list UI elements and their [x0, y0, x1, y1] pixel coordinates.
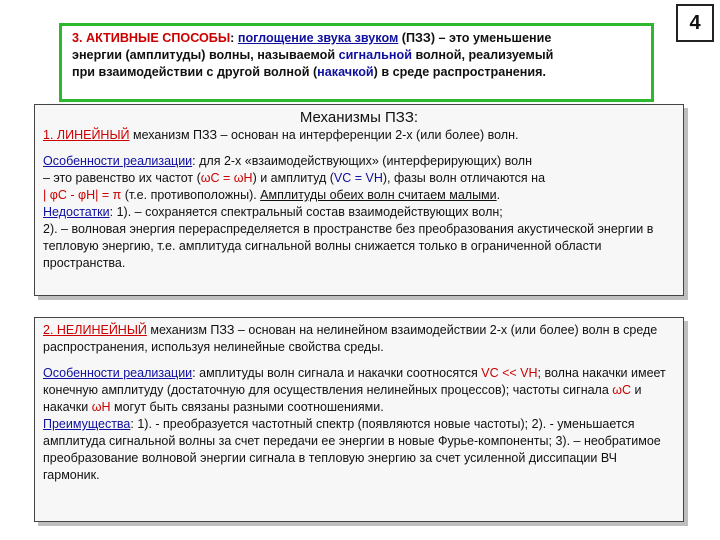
linear-features-text2b: ) и амплитуд (	[252, 171, 334, 185]
title-signal-word: сигнальной	[338, 48, 412, 62]
nonlinear-mechanism-box	[34, 317, 684, 522]
drawback-2: 2). – волновая энергия перераспределяется в пространстве без преобразования акустической энергии в тепловую энергию, т.е. амплитуда сигнальной волны снижается только в ограниченной области пространства.	[43, 222, 654, 270]
advantages-label: Преимущества	[43, 417, 131, 431]
title-topic: поглощение звука звуком	[237, 31, 399, 45]
vh-symbol: VH	[520, 366, 538, 380]
linear-features-text2a: – это равенство их частот (	[43, 171, 201, 185]
small-amplitudes: Амплитуды обеих волн считаем малыми	[260, 188, 497, 202]
nonlinear-mechanism-line	[43, 322, 675, 356]
linear-mechanism-line	[43, 127, 675, 144]
vc-relation: VC <<	[481, 366, 517, 380]
linear-dot: .	[496, 188, 501, 202]
title-line2b: волной, реализуемый	[411, 48, 554, 62]
title-abbr: (ПЗЗ) – это уменьшение	[398, 31, 552, 45]
phase-expression: | φC - φH| = π	[43, 188, 122, 202]
nonlinear-features-label: Особенности реализации	[43, 366, 193, 380]
linear-features	[43, 153, 675, 272]
nonlinear-features-text2: ; волна накачки имеет конечную амплитуду (достаточную для осуществления нелинейных процессов); частоты сигнала	[43, 366, 666, 397]
nonlinear-desc: механизм ПЗЗ – основан на нелинейном взаимодействии 2-х (или более) волн в среде распространения, используя нелинейные свойства среды.	[43, 323, 658, 354]
nonlinear-name: 2. НЕЛИНЕЙНЫЙ	[43, 323, 147, 337]
title-pump-word: накачкой	[317, 65, 374, 79]
amplitude-equality: VC = VH	[333, 171, 383, 185]
advantages-text: : 1). - преобразуется частотный спектр (появляются новые частоты); 2). - уменьшается амплитуда сигнальной волны за счет передачи ее энергии в новые Фурье-компоненты; 3). – необратимое преобразование волновой энергии сигнала в тепловую энергию за счет усиленной диссипации ВЧ гармоник.	[43, 417, 661, 482]
title-line3b: ) в среде распространения.	[373, 65, 547, 79]
linear-features-text2c: ), фазы волн отличаются на	[382, 171, 546, 185]
nonlinear-features	[43, 365, 675, 484]
nonlinear-features-text4: могут быть связаны разными соотношениями.	[110, 400, 384, 414]
drawbacks-text: : 1). – сохраняется спектральный состав взаимодействующих волн;	[109, 205, 503, 219]
title-line2a: энергии (амплитуды) волны, называемой	[72, 48, 339, 62]
title-box	[59, 23, 654, 102]
linear-features-text3: (т.е. противоположны).	[121, 188, 261, 202]
omega-c-symbol: ωC	[612, 383, 632, 397]
title-line3a: при взаимодействии с другой волной (	[72, 65, 318, 79]
drawbacks-label: Недостатки	[43, 205, 110, 219]
omega-h-symbol: ωH	[91, 400, 111, 414]
title-sep: :	[230, 31, 238, 45]
title-prefix: 3. АКТИВНЫЕ СПОСОБЫ	[72, 31, 231, 45]
linear-features-label: Особенности реализации	[43, 154, 193, 168]
omega-equality: ωC = ωH	[200, 171, 253, 185]
linear-name: 1. ЛИНЕЙНЫЙ	[43, 128, 130, 142]
linear-features-text1: : для 2-х «взаимодействующих» (интерферирующих) волн	[192, 154, 532, 168]
slide-number: 4	[676, 4, 714, 42]
nonlinear-features-text3: и накачки	[43, 383, 642, 414]
mechanisms-heading: Механизмы ПЗЗ:	[299, 109, 419, 126]
nonlinear-features-text1: : амплитуды волн сигнала и накачки соотносятся	[192, 366, 482, 380]
linear-desc: механизм ПЗЗ – основан на интерференции 2-х (или более) волн.	[129, 128, 519, 142]
linear-mechanism-box	[34, 104, 684, 296]
